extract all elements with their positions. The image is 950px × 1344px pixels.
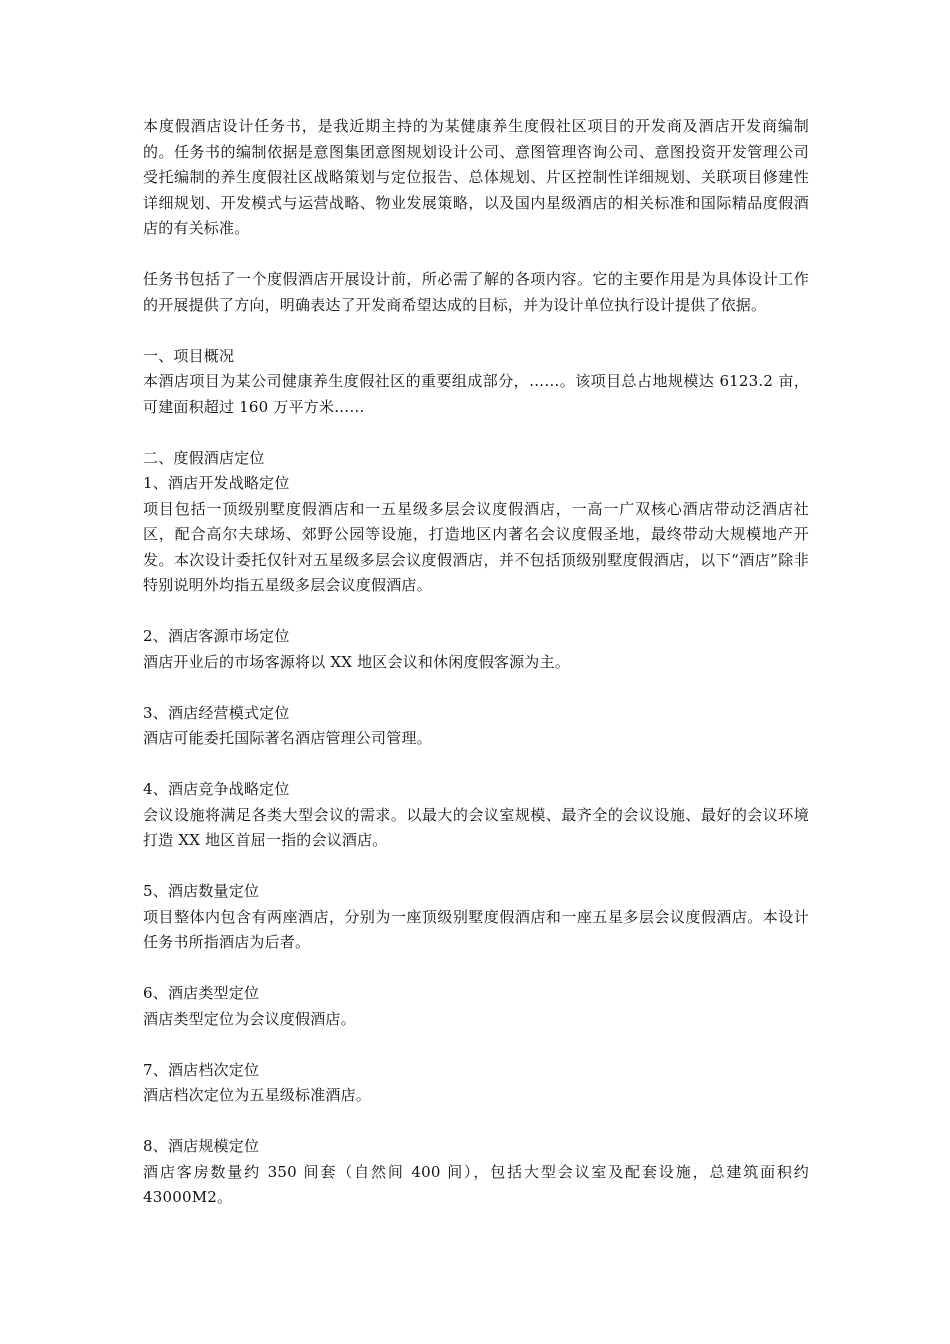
document-body [143,114,809,1211]
section-body: 本酒店项目为某公司健康养生度假社区的重要组成部分，……。该项目总占地规模达 6123.2 亩，可建面积超过 160 万平方米…… [143,372,809,416]
item-body: 酒店可能委托国际著名酒店管理公司管理。 [143,729,432,747]
paragraph-gap [143,1032,809,1058]
paragraph-gap [143,752,809,778]
intro-paragraph: 本度假酒店设计任务书，是我近期主持的为某健康养生度假社区项目的开发商及酒店开发商编制的。任务书的编制依据是意图集团意图规划设计公司、意图管理咨询公司、意图投资开发管理公司受托编制的养生度假社区战略策划与定位报告、总体规划、片区控制性详细规划、关联项目修建性详细规划、开发模式与运营战略、物业发展策略，以及国内星级酒店的相关标准和国际精品度假酒店的有关标准。 [143,117,809,237]
section-heading: 二、度假酒店定位 [143,448,265,467]
item-title: 4、酒店竞争战略定位 [143,780,290,798]
paragraph-gap [143,1109,809,1135]
paragraph-gap [143,242,809,268]
item-body: 酒店档次定位为五星级标准酒店。 [143,1086,372,1104]
item-title: 2、酒店客源市场定位 [143,627,290,645]
item-body: 项目包括一顶级别墅度假酒店和一五星级多层会议度假酒店，一高一广双核心酒店带动泛酒店社区，配合高尔夫球场、郊野公园等设施，打造地区内著名会议度假圣地，最终带动大规模地产开发。本次设计委托仅针对五星级多层会议度假酒店，并不包括顶级别墅度假酒店，以下“酒店”除非特别说明外均指五星级多层会议度假酒店。 [143,499,809,594]
item-body: 酒店开业后的市场客源将以 XX 地区会议和休闲度假客源为主。 [143,652,570,671]
paragraph-gap [143,420,809,446]
paragraph-gap [143,675,809,701]
item-title: 8、酒店规模定位 [143,1137,260,1155]
paragraph-gap [143,956,809,982]
item-title: 1、酒店开发战略定位 [143,474,290,492]
purpose-paragraph: 任务书包括了一个度假酒店开展设计前，所必需了解的各项内容。它的主要作用是为具体设计工作的开展提供了方向，明确表达了开发商希望达成的目标，并为设计单位执行设计提供了依据。 [143,270,809,314]
paragraph-gap [143,318,809,344]
item-body: 酒店类型定位为会议度假酒店。 [143,1009,356,1028]
item-title: 6、酒店类型定位 [143,984,260,1002]
item-title: 3、酒店经营模式定位 [143,703,290,722]
paragraph-gap [143,599,809,625]
item-body: 会议设施将满足各类大型会议的需求。以最大的会议室规模、最齐全的会议设施、最好的会议环境打造 XX 地区首屈一指的会议酒店。 [143,805,809,849]
paragraph-gap [143,854,809,880]
item-title: 7、酒店档次定位 [143,1060,260,1079]
section-heading: 一、项目概况 [143,346,235,365]
item-body: 酒店客房数量约 350 间套（自然间 400 间），包括大型会议室及配套设施，总建筑面积约 43000M2。 [143,1162,809,1206]
item-body: 项目整体内包含有两座酒店，分别为一座顶级别墅度假酒店和一座五星多层会议度假酒店。本设计任务书所指酒店为后者。 [143,907,809,951]
item-title: 5、酒店数量定位 [143,882,260,900]
